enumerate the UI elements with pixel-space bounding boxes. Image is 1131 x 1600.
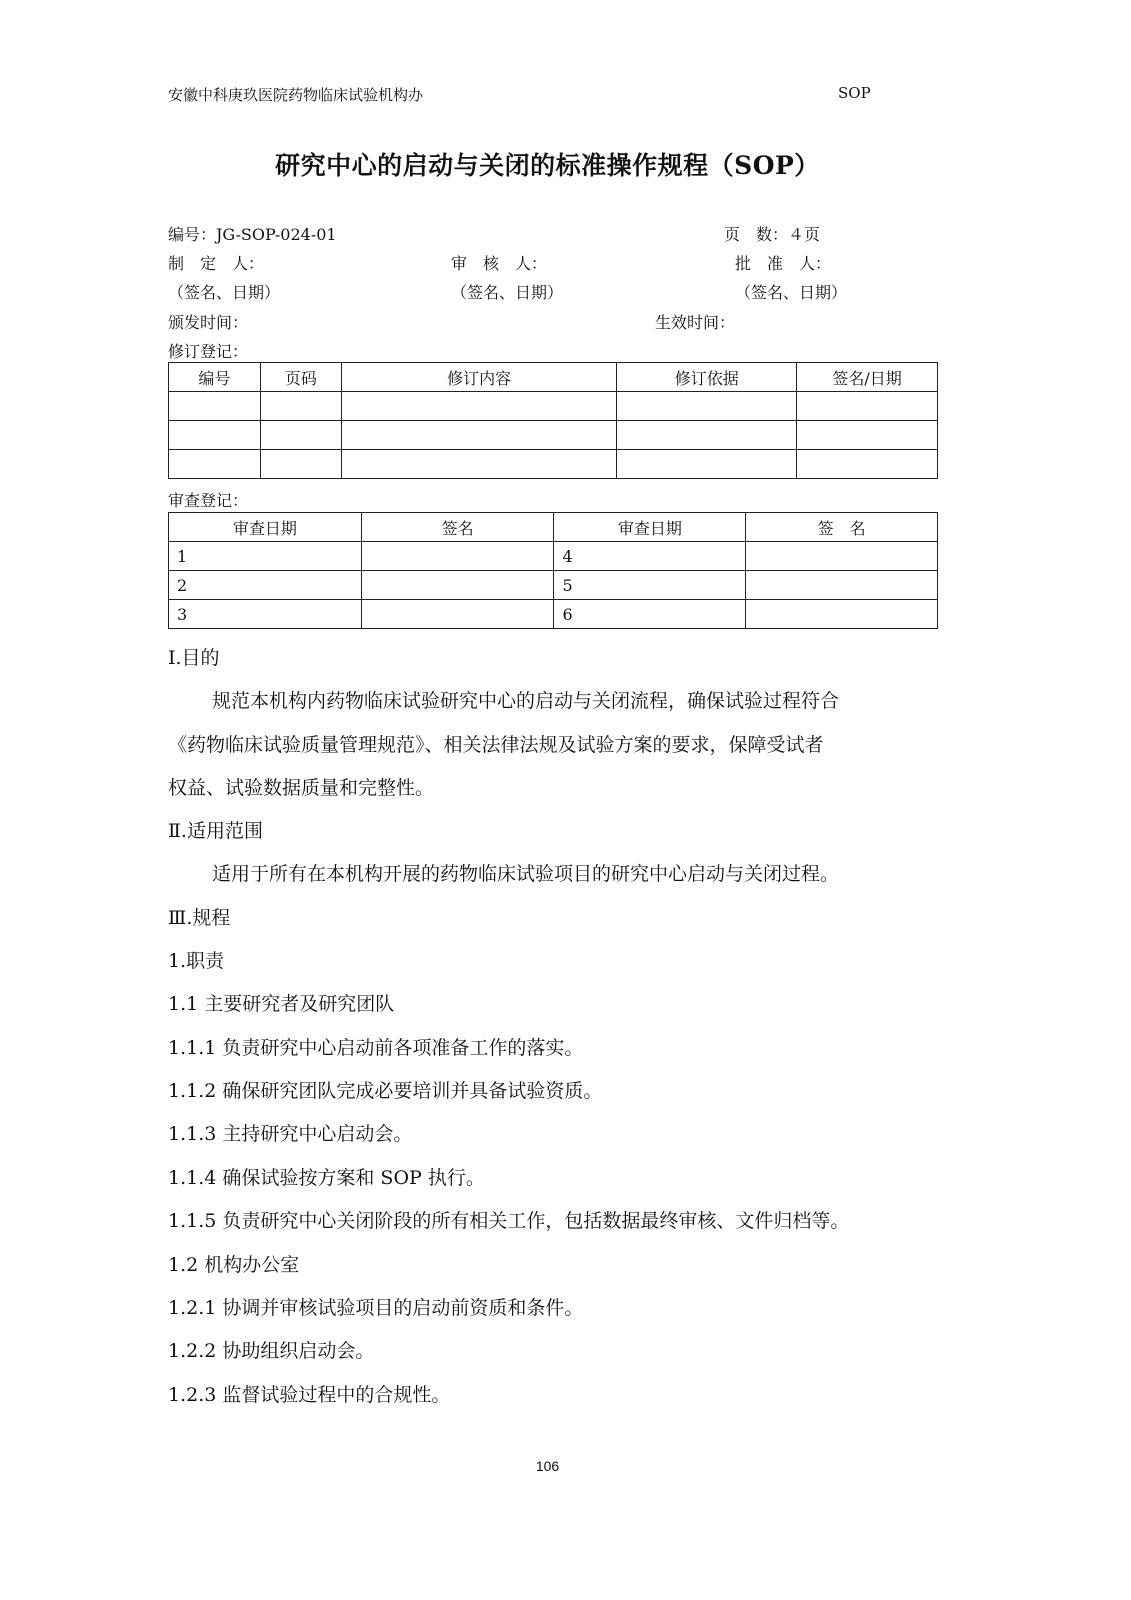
table-cell: 3 [169,600,362,629]
table-row [169,542,938,571]
list-item: 1.2.2 协助组织启动会。 [168,1340,375,1362]
page-count: 页 数：４页 [724,225,821,244]
table-cell[interactable] [169,392,261,421]
review-header-cell: 签名 [361,513,554,542]
table-row [169,421,938,450]
table-cell: 5 [554,571,746,600]
table-cell[interactable] [361,600,554,629]
table-cell[interactable] [617,450,797,479]
table-cell[interactable] [797,450,938,479]
table-row [169,571,938,600]
section-3-title: Ⅲ.规程 [168,907,231,929]
table-cell[interactable] [617,392,797,421]
list-item: 1.1.1 负责研究中心启动前各项准备工作的落实。 [168,1037,584,1059]
table-cell[interactable] [341,450,617,479]
table-cell[interactable] [746,571,938,600]
page-number: 106 [535,1458,560,1474]
section-2-title: Ⅱ.适用范围 [168,820,263,842]
drafter-sign-date: （签名、日期） [168,283,281,302]
review-header-cell: 审查日期 [169,513,362,542]
table-cell[interactable] [260,450,341,479]
list-item: 1.2.3 监督试验过程中的合规性。 [168,1384,451,1406]
table-cell[interactable] [617,421,797,450]
header-doc-type: SOP [838,84,871,102]
section-2-paragraph: 适用于所有在本机构开展的药物临床试验项目的研究中心启动与关闭过程。 [212,863,840,885]
review-header-cell: 审查日期 [554,513,746,542]
revision-header-cell: 编号 [169,363,261,392]
approver-sign-date: （签名、日期） [735,283,848,302]
table-cell: 1 [169,542,362,571]
reviewer-label: 审 核 人： [451,254,548,273]
table-cell[interactable] [797,421,938,450]
reviewer-sign-date: （签名、日期） [451,283,564,302]
effective-date-label: 生效时间： [655,313,736,332]
list-item: 1.2.1 协调并审核试验项目的启动前资质和条件。 [168,1297,584,1319]
approver-label: 批 准 人： [735,254,832,273]
table-cell[interactable] [797,392,938,421]
revision-header-cell: 修订内容 [341,363,617,392]
list-item: 1.1.2 确保研究团队完成必要培训并具备试验资质。 [168,1080,603,1102]
section-1-title: Ⅰ.目的 [168,647,220,669]
table-cell[interactable] [260,421,341,450]
table-cell[interactable] [746,542,938,571]
review-log-label: 审查登记： [168,491,249,510]
table-cell[interactable] [341,392,617,421]
list-item: 1.1 主要研究者及研究团队 [168,993,395,1015]
drafter-label: 制 定 人： [168,254,265,273]
doc-code: 编号：JG-SOP-024-01 [168,225,337,244]
section-1-paragraph-line: 《药物临床试验质量管理规范》、相关法律法规及试验方案的要求，保障受试者 [168,734,824,756]
revision-log-label: 修订登记： [168,342,249,361]
table-row [169,450,938,479]
table-cell[interactable] [746,600,938,629]
list-item: 1.职责 [168,950,225,972]
list-item: 1.1.4 确保试验按方案和 SOP 执行。 [168,1167,485,1189]
header-org: 安徽中科庚玖医院药物临床试验机构办 [168,86,424,104]
list-item: 1.1.3 主持研究中心启动会。 [168,1123,413,1145]
review-header-cell: 签 名 [746,513,938,542]
revision-table [168,362,938,479]
table-row [169,392,938,421]
section-1-paragraph-line: 权益、试验数据质量和完整性。 [168,777,435,799]
table-cell[interactable] [260,392,341,421]
table-row [169,600,938,629]
table-cell[interactable] [169,421,261,450]
table-cell[interactable] [361,542,554,571]
section-1-paragraph-line: 规范本机构内药物临床试验研究中心的启动与关闭流程，确保试验过程符合 [212,690,840,712]
table-cell[interactable] [341,421,617,450]
list-item: 1.2 机构办公室 [168,1254,300,1276]
revision-header-cell: 修订依据 [617,363,797,392]
page-title: 研究中心的启动与关闭的标准操作规程（SOP） [275,151,820,180]
table-cell: 6 [554,600,746,629]
revision-header-cell: 签名/日期 [797,363,938,392]
table-cell[interactable] [361,571,554,600]
review-table [168,512,938,629]
issue-date-label: 颁发时间： [168,313,249,332]
review-header-row [169,513,938,542]
table-cell: 2 [169,571,362,600]
revision-header-row [169,363,938,392]
revision-header-cell: 页码 [260,363,341,392]
table-cell: 4 [554,542,746,571]
list-item: 1.1.5 负责研究中心关闭阶段的所有相关工作，包括数据最终审核、文件归档等。 [168,1210,850,1232]
table-cell[interactable] [169,450,261,479]
